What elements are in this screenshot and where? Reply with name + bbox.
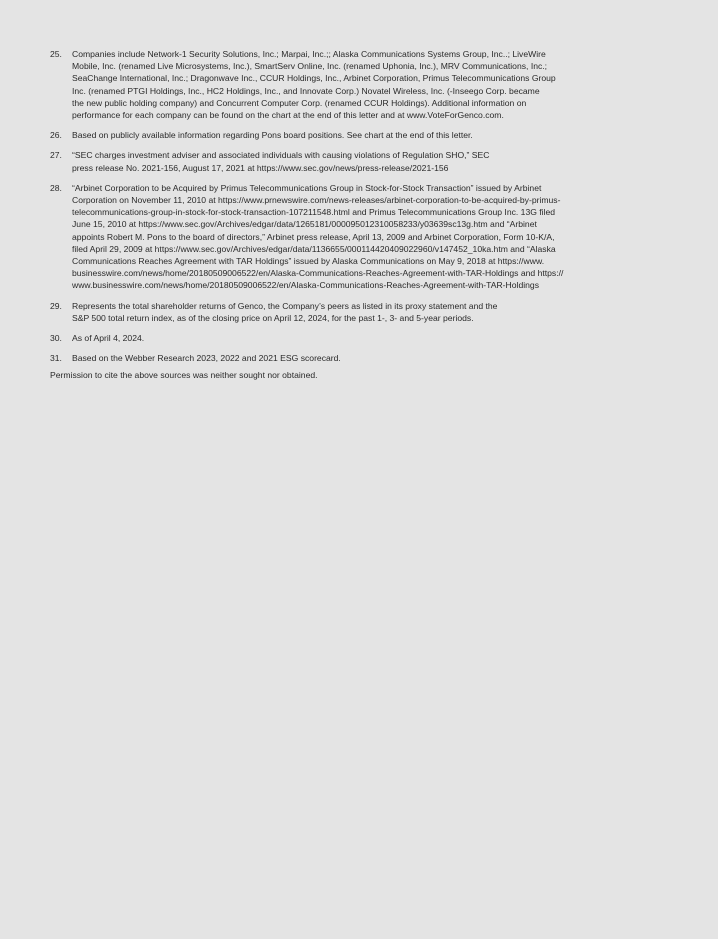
footnote-line: SeaChange International, Inc.; Dragonwave Inc., CCUR Holdings, Inc., Arbinet Corporation, Primus Telecommunications Group <box>72 73 556 84</box>
footnote-number: 29. <box>50 300 62 311</box>
footnote-line: “Arbinet Corporation to be Acquired by Primus Telecommunications Group in Stock-for-Stock Transaction” issued by Arbinet <box>72 182 542 193</box>
footnote-line: Mobile, Inc. (renamed Live Microsystems, Inc.), SmartServ Online, Inc. (renamed Uphonia, Inc.), MRV Communications, Inc.; <box>72 61 548 72</box>
footnote-number: 31. <box>50 353 62 364</box>
footnote-text <box>72 352 640 364</box>
footnote-item <box>50 149 640 173</box>
footnote-item <box>50 182 640 292</box>
footnote-line: June 15, 2010 at https://www.sec.gov/Archives/edgar/data/1265181/000095012310058233/y03639sc13g.htm and “Arbinet <box>72 219 537 230</box>
footnote-item <box>50 352 640 364</box>
footnote-text <box>72 182 640 292</box>
footnote-line: press release No. 2021-156, August 17, 2021 at https://www.sec.gov/news/press-release/2021-156 <box>72 162 449 173</box>
footnote-line: Based on the Webber Research 2023, 2022 and 2021 ESG scorecard. <box>72 353 341 364</box>
permission-note: Permission to cite the above sources was neither sought nor obtained. <box>50 370 318 380</box>
footnote-number: 28. <box>50 182 62 193</box>
footnote-item <box>50 300 640 324</box>
footnote-line: Companies include Network-1 Security Solutions, Inc.; Marpai, Inc.;; Alaska Communications Systems Group, Inc..; LiveWire <box>72 49 546 59</box>
footnote-text <box>72 332 640 344</box>
footnote-item <box>50 129 640 141</box>
footnote-line: Communications Reaches Agreement with TAR Holdings” issued by Alaska Communications on May 9, 2018 at https://www. <box>72 256 545 267</box>
footnote-text <box>72 300 640 324</box>
footnote-line: “SEC charges investment adviser and associated individuals with causing violations of Regulation SHO,” SEC <box>72 150 490 161</box>
footnote-line: S&P 500 total return index, as of the closing price on April 12, 2024, for the past 1-, 3- and 5-year periods. <box>72 312 474 323</box>
footnote-number: 30. <box>50 333 62 344</box>
footnote-line: performance for each company can be found on the chart at the end of this letter and at www.VoteForGenco.com. <box>72 110 504 121</box>
footnote-line: As of April 4, 2024. <box>72 333 145 344</box>
footnote-number: 25. <box>50 49 62 59</box>
footnote-number: 27. <box>50 150 62 161</box>
footnote-line: businesswire.com/news/home/20180509006522/en/Alaska-Communications-Reaches-Agreement-with-TAR-Holdings and https:// <box>72 268 564 279</box>
footnote-text <box>72 48 640 121</box>
footnote-line: the new public holding company) and Concurrent Computer Corp. (renamed CCUR Holdings). Additional information on <box>72 97 527 108</box>
footnote-line: Corporation on November 11, 2010 at https://www.prnewswire.com/news-releases/arbinet-corporation-to-be-acquired-by-primus- <box>72 195 561 206</box>
footnote-list <box>50 48 640 372</box>
footnote-line: Inc. (renamed PTGI Holdings, Inc., HC2 Holdings, Inc., and Innovate Corp.) Novatel Wireless, Inc. (-Inseego Corp. became <box>72 85 540 96</box>
footnote-item <box>50 48 640 121</box>
footnote-text <box>72 149 640 173</box>
footnote-line: appoints Robert M. Pons to the board of directors,” Arbinet press release, April 13, 2009 and Arbinet Corporation, Form 10-K/A, <box>72 231 555 242</box>
footnote-text <box>72 129 640 141</box>
footnote-line: Represents the total shareholder returns of Genco, the Company’s peers as listed in its proxy statement and the <box>72 300 498 311</box>
footnote-line: www.businesswire.com/news/home/20180509006522/en/Alaska-Communications-Reaches-Agreement-with-TAR-Holdings <box>72 280 539 291</box>
footnote-line: Based on publicly available information regarding Pons board positions. See chart at the end of this letter. <box>72 130 473 141</box>
footnote-item <box>50 332 640 344</box>
footnote-line: telecommunications-group-in-stock-for-stock-transaction-107211548.html and Primus Telecommunications Group Inc. 13G filed <box>72 207 556 218</box>
footnote-number: 26. <box>50 130 62 141</box>
footnote-line: filed April 29, 2009 at https://www.sec.gov/Archives/edgar/data/1136655/000114420409022960/v147452_10ka.htm and “Alaska <box>72 243 556 254</box>
